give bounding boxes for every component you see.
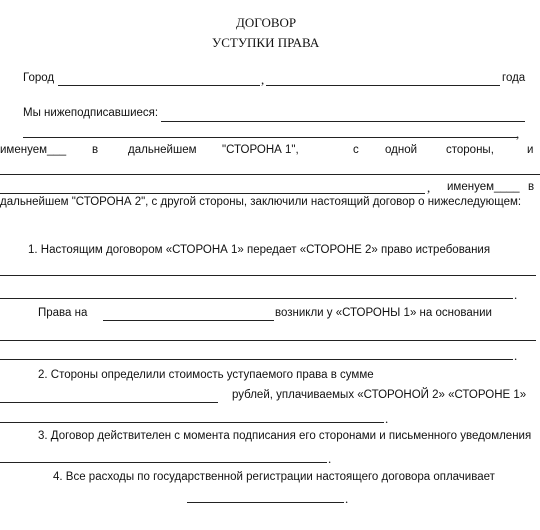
party-1-word-and: и <box>527 144 534 156</box>
year-suffix: года <box>502 72 526 84</box>
party-2-word-in: в <box>528 181 535 193</box>
parties-conclusion: дальнейшем "СТОРОНА 2", с другой стороны, заключили настоящий договор о нижеследующем: <box>0 196 522 208</box>
clause-1-field[interactable] <box>0 275 536 276</box>
city-label: Город <box>23 72 55 84</box>
party-1-name-field-cont[interactable] <box>23 137 517 138</box>
party-2-named: именуем____ <box>447 181 520 193</box>
clause-2-post: рублей, уплачиваемых «СТОРОНОЙ 2» «СТОРОНЕ 1» <box>232 389 527 401</box>
clause-3-end: . <box>328 451 332 466</box>
clause-1b-basis-field[interactable] <box>0 340 536 341</box>
party-1-comma: , <box>516 126 520 141</box>
party-2-name-field[interactable] <box>0 174 540 175</box>
clause-2-amount-field[interactable] <box>0 402 218 403</box>
party-1-name-field[interactable] <box>161 121 525 122</box>
party-1-word-side: стороны, <box>446 144 494 156</box>
clause-3-text: 3. Договор действителен с момента подписания его сторонами и письменного уведомления <box>38 430 532 442</box>
party-1-word-one: одной <box>385 144 418 156</box>
clause-4-text: 4. Все расходы по государственной регистрации настоящего договора оплачивает <box>53 471 495 483</box>
party-2-name-field-cont[interactable] <box>0 193 425 194</box>
city-comma: , <box>261 72 265 87</box>
clause-1b-basis-field-cont[interactable] <box>0 359 513 360</box>
parties-intro: Мы нижеподписавшиеся: <box>23 107 159 119</box>
clause-1b-end: . <box>514 348 518 363</box>
clause-1-field-cont[interactable] <box>0 298 513 299</box>
clause-2-end: . <box>385 411 389 426</box>
party-1-word-further: дальнейшем <box>128 144 197 156</box>
clause-4-end: . <box>345 491 349 506</box>
city-field[interactable] <box>58 85 260 86</box>
party-2-comma: , <box>427 180 431 195</box>
clause-4-field[interactable] <box>187 502 344 503</box>
clause-1-text: 1. Настоящим договором «СТОРОНА 1» передает «СТОРОНЕ 2» право истребования <box>28 244 491 256</box>
clause-1-end: . <box>514 287 518 302</box>
title-line-1: ДОГОВОР <box>236 15 297 30</box>
clause-2-field[interactable] <box>0 422 384 423</box>
party-1-label: "СТОРОНА 1", <box>222 144 299 156</box>
party-1-word-in: в <box>92 144 99 156</box>
party-1-named: именуем___ <box>0 144 67 156</box>
clause-3-field[interactable] <box>0 462 327 463</box>
clause-2-text: 2. Стороны определили стоимость уступаемого права в сумме <box>38 369 374 381</box>
clause-1b-pre: Права на <box>38 307 88 319</box>
title-line-2: УСТУПКИ ПРАВА <box>212 35 320 50</box>
date-field[interactable] <box>266 85 500 86</box>
clause-1b-right-field[interactable] <box>103 320 274 321</box>
clause-1b-post: возникли у «СТОРОНЫ 1» на основании <box>275 307 492 319</box>
party-1-word-with: с <box>353 144 359 156</box>
